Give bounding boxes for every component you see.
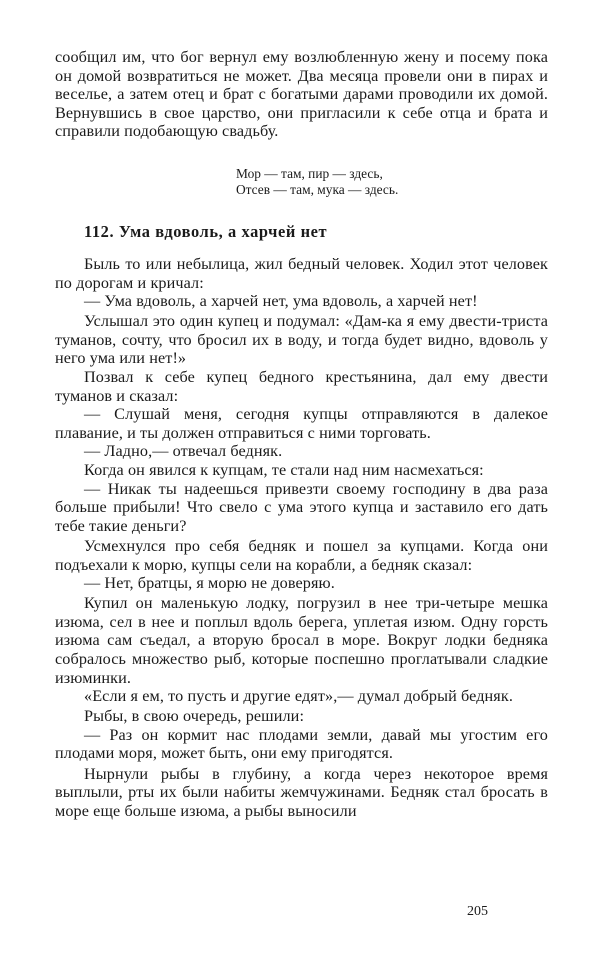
verse-line: Мор — там, пир — здесь,: [236, 166, 383, 181]
story-paragraph: — Слушай меня, сегодня купцы отправляются в далекое плавание, и ты должен отправиться с ними торговать.: [55, 405, 548, 442]
story-paragraph: «Если я ем, то пусть и другие едят»,— думал добрый бедняк.: [84, 687, 513, 706]
story-body: [55, 255, 548, 820]
story-paragraph: — Раз он кормит нас плодами земли, давай мы угостим его плодами моря, может быть, они ему пригодятся.: [55, 725, 548, 763]
story-paragraph: — Ладно,— отвечал бедняк.: [84, 442, 283, 461]
verse-line: Отсев — там, мука — здесь.: [236, 182, 399, 197]
story-paragraph: — Нет, братцы, я морю не доверяю.: [84, 574, 335, 593]
story-paragraph: Нырнули рыбы в глубину, а когда через некоторое время выплыли, рты их были набиты жемчужинами. Бедняк стал бросать в море еще больше изюма, а рыбы выносили: [55, 764, 548, 820]
continuation-paragraph: сообщил им, что бог вернул ему возлюбленную жену и посему пока он домой возвратиться не может. Два месяца провели они в пирах и веселье, а затем отец и брат с богатыми дарами проводили их домой. Вернувшись в свое царство, они пригласили к себе отца и брата и справили подобающую свадьбу.: [55, 48, 548, 141]
story-paragraph: Позвал к себе купец бедного крестьянина, дал ему двести туманов и сказал:: [55, 368, 548, 405]
page-number: 205: [467, 904, 488, 919]
previous-story-ending: [55, 48, 548, 141]
closing-verse: [236, 166, 398, 198]
story-paragraph: Быль то или небылица, жил бедный человек. Ходил этот человек по дорогам и кричал:: [55, 255, 548, 292]
story-paragraph: — Ума вдоволь, а харчей нет, ума вдоволь, а харчей нет!: [84, 292, 478, 311]
story-paragraph: Купил он маленькую лодку, погрузил в нее три-четыре мешка изюма, сел в нее и поплыл вдоль берега, уплетая изюм. Одну горсть изюма сам съедал, а вторую бросал в море. Вокруг лодки бедняка собралось множество рыб, которые поспешно проглатывали сладкие изюминки.: [55, 594, 548, 687]
story-paragraph: — Никак ты надеешься привезти своему господину в два раза больше прибыли! Что свело с ума этого купца и заставило его дать тебе такие деньги?: [55, 479, 548, 535]
story-paragraph: Когда он явился к купцам, те стали над ним насмехаться:: [84, 461, 484, 480]
story-paragraph: Услышал это один купец и подумал: «Дам-ка я ему двести-триста туманов, сочту, что бросил их в воду, и тогда будет видно, вдоволь у него ума или нет!»: [55, 312, 548, 368]
story-heading: 112. Ума вдоволь, а харчей нет: [84, 222, 328, 241]
story-paragraph: Усмехнулся про себя бедняк и пошел за купцами. Когда они подъехали к морю, купцы сели на корабли, а бедняк сказал:: [55, 536, 548, 574]
story-paragraph: Рыбы, в свою очередь, решили:: [84, 707, 305, 726]
